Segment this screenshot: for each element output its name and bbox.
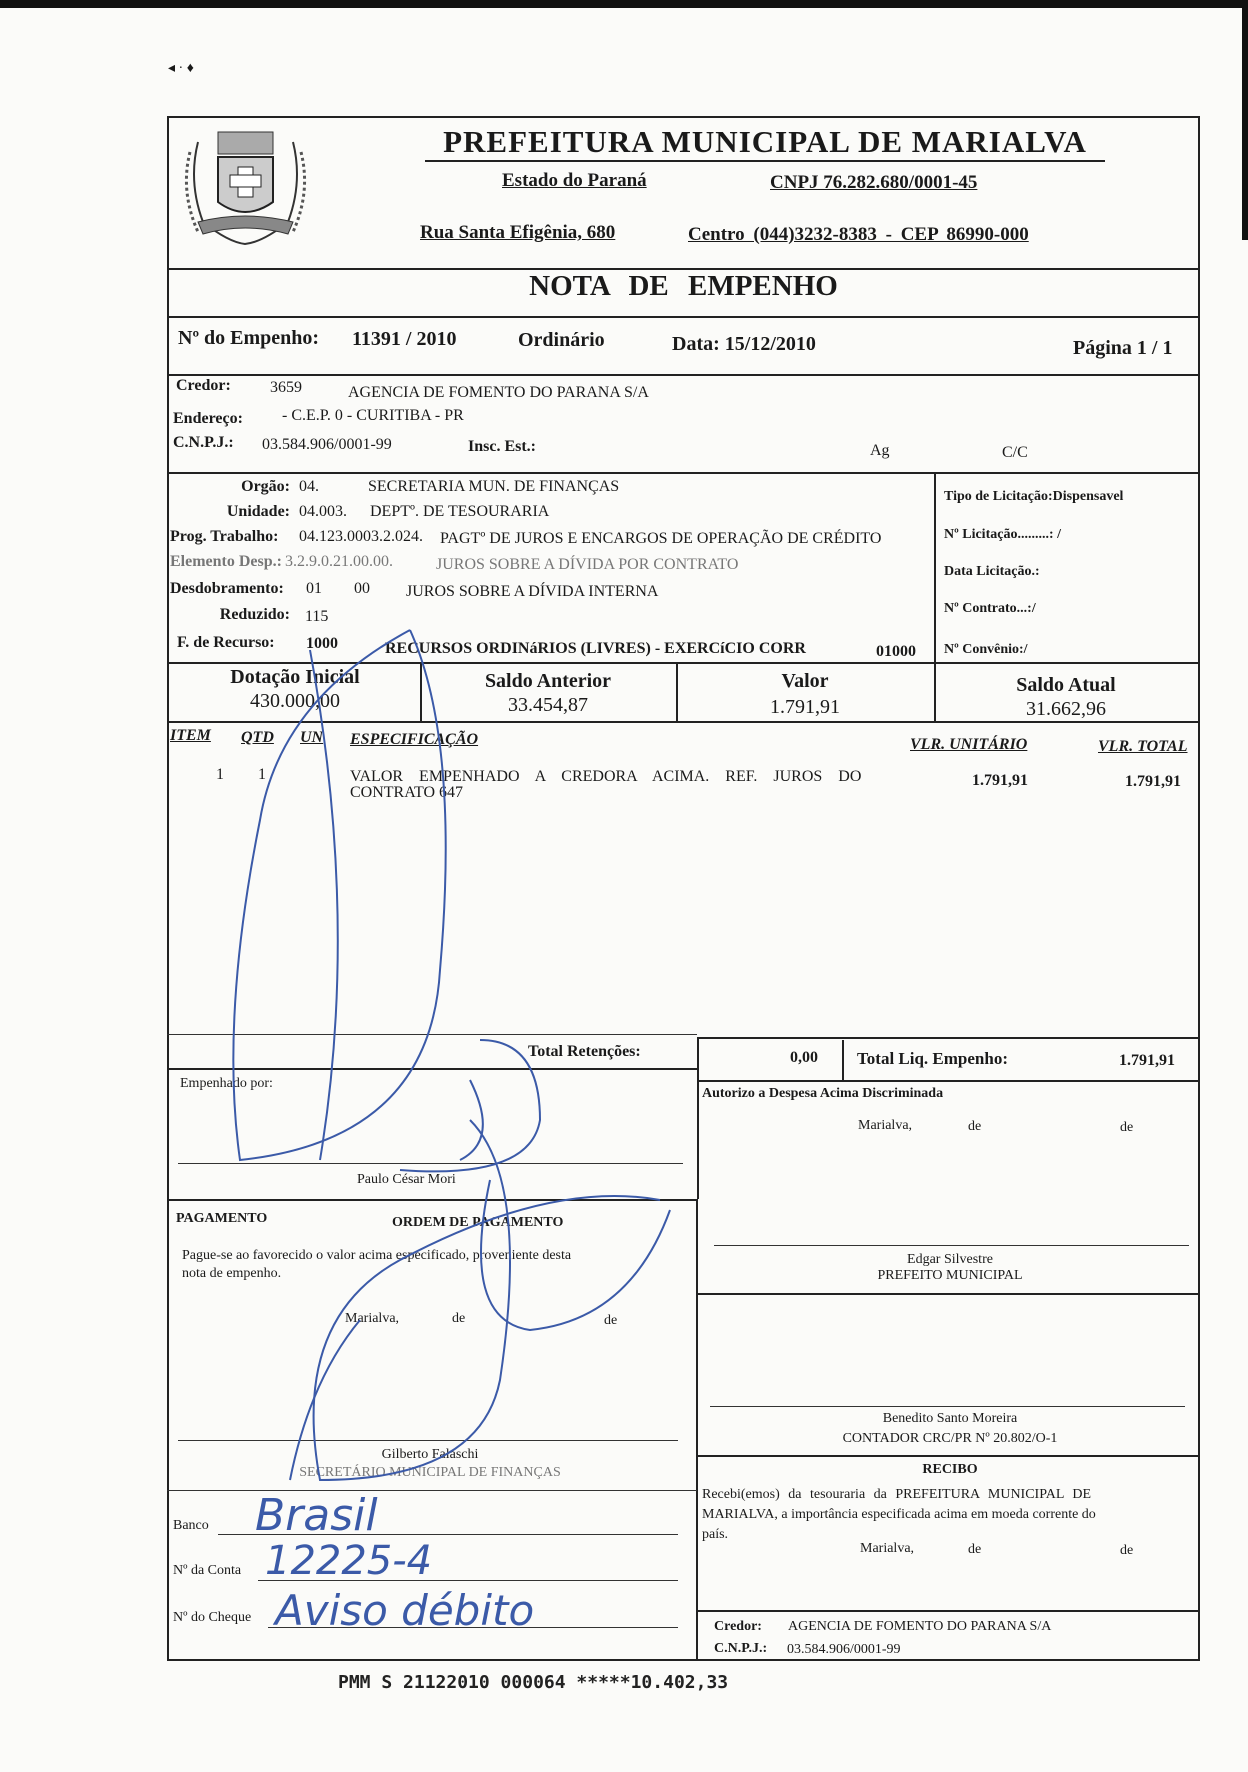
recurso-label: F. de Recurso:: [177, 634, 275, 651]
recibo-cnpj-label: C.N.P.J.:: [714, 1641, 768, 1656]
col-un: UN: [300, 729, 324, 746]
desdobramento-a: 01: [306, 580, 322, 597]
coat-of-arms-icon: [178, 122, 313, 250]
recibo-place: Marialva,: [860, 1541, 915, 1556]
dotacao-inicial-label: Dotação Inicial: [230, 666, 360, 688]
contador-role: CONTADOR CRC/PR Nº 20.802/O-1: [842, 1431, 1058, 1446]
recibo-credor-label: Credor:: [714, 1619, 762, 1634]
contador-signer: Benedito Santo Moreira: [882, 1411, 1018, 1426]
item-number: 1: [216, 766, 224, 783]
scan-mark: ◂ · ♦: [168, 61, 194, 76]
recibo-cnpj: 03.584.906/0001-99: [787, 1642, 901, 1657]
header-street: Rua Santa Efigênia, 680: [420, 222, 616, 243]
endereco-label: Endereço:: [173, 410, 243, 427]
state-name: Estado do Paraná: [502, 170, 647, 191]
orgao-name: SECRETARIA MUN. DE FINANÇAS: [368, 478, 620, 495]
autorizo-label: Autorizo a Despesa Acima Discriminada: [702, 1086, 944, 1101]
total-retencoes-value: 0,00: [790, 1049, 818, 1066]
pagamento-text-line2: nota de empenho.: [182, 1266, 282, 1281]
reduzido-value: 115: [305, 608, 329, 625]
recibo-label: RECIBO: [922, 1462, 978, 1477]
unidade-label: Unidade:: [226, 503, 290, 520]
conta-handwritten: 12225-4: [265, 1538, 433, 1584]
credor-name: AGENCIA DE FOMENTO DO PARANA S/A: [348, 384, 649, 401]
cc-label: C/C: [1002, 444, 1028, 461]
autorizo-de2: de: [1120, 1120, 1134, 1135]
empenhado-signer: Paulo César Mori: [357, 1172, 456, 1187]
scan-top-edge: [0, 0, 1248, 8]
empenho-type: Ordinário: [518, 329, 605, 351]
col-vlr-unitario: VLR. UNITÁRIO: [910, 736, 1028, 753]
numero-licitacao: Nº Licitação.........: /: [944, 527, 1061, 542]
conta-label: Nº da Conta: [173, 1563, 242, 1578]
empenhado-por-label: Empenhado por:: [180, 1076, 273, 1091]
col-especificacao: ESPECIFICAÇÃO: [350, 731, 479, 748]
prog-trabalho-code: 04.123.0003.2.024.: [299, 528, 423, 545]
pagamento-de1: de: [452, 1311, 466, 1326]
agency-label: Ag: [870, 442, 890, 459]
recibo-line1: Recebi(emos) da tesouraria da PREFEITURA MUNICIPAL DE: [702, 1487, 1092, 1502]
desdobramento-b: 00: [354, 580, 370, 597]
item-qtd: 1: [258, 766, 266, 783]
recibo-de1: de: [968, 1542, 982, 1557]
dotacao-inicial-value: 430.000,00: [250, 690, 340, 712]
pagamento-place: Marialva,: [345, 1311, 400, 1326]
col-vlr-total: VLR. TOTAL: [1098, 738, 1188, 755]
empenho-date: Data: 15/12/2010: [672, 333, 816, 355]
valor-value: 1.791,91: [770, 696, 840, 718]
document-title: NOTA DE EMPENHO: [529, 270, 838, 302]
data-licitacao: Data Licitação.:: [944, 564, 1040, 579]
pagamento-label: PAGAMENTO: [176, 1211, 268, 1226]
banco-handwritten: Brasil: [255, 1490, 378, 1541]
secretario-signer: Gilberto Falaschi: [381, 1447, 479, 1462]
prog-trabalho-name: PAGTº DE JUROS E ENCARGOS DE OPERAÇÃO DE CRÉDITO: [440, 530, 882, 547]
valor-label: Valor: [781, 670, 829, 692]
desdobramento-label: Desdobramento:: [170, 580, 284, 597]
recibo-credor-name: AGENCIA DE FOMENTO DO PARANA S/A: [788, 1619, 1052, 1634]
recurso-code: 1000: [306, 635, 338, 652]
prog-trabalho-label: Prog. Trabalho:: [170, 528, 279, 545]
empenho-number-label: Nº do Empenho:: [178, 327, 320, 349]
item-description-line1: VALOR EMPENHADO A CREDORA ACIMA. REF. JUROS DO: [350, 768, 862, 785]
ordem-pagamento-label: ORDEM DE PAGAMENTO: [392, 1215, 564, 1230]
prefeito-role: PREFEITO MUNICIPAL: [877, 1268, 1023, 1283]
credor-code: 3659: [270, 379, 302, 396]
endereco-value: - C.E.P. 0 - CURITIBA - PR: [282, 407, 464, 424]
header-contact: Centro (044)3232-8383 - CEP 86990-000: [688, 224, 1029, 245]
saldo-atual-value: 31.662,96: [1026, 698, 1106, 720]
insc-est-label: Insc. Est.:: [468, 438, 537, 455]
banco-label: Banco: [173, 1518, 209, 1533]
total-liquido-label: Total Liq. Empenho:: [857, 1049, 1008, 1068]
secretario-role: SECRETÁRIO MUNICIPAL DE FINANÇAS: [299, 1465, 561, 1480]
desdobramento-name: JUROS SOBRE A DÍVIDA INTERNA: [406, 583, 659, 600]
bank-stamp: PMM S 21122010 000064 *****10.402,33: [338, 1672, 729, 1693]
autorizo-de1: de: [968, 1119, 982, 1134]
recibo-de2: de: [1120, 1543, 1134, 1558]
credor-label: Credor:: [176, 377, 231, 394]
elemento-name: JUROS SOBRE A DÍVIDA POR CONTRATO: [436, 556, 739, 573]
orgao-label: Orgão:: [241, 478, 290, 495]
scan-right-edge: [1242, 0, 1248, 240]
numero-convenio: Nº Convênio:/: [944, 642, 1028, 657]
pagamento-text-line1: Pague-se ao favorecido o valor acima especificado, proveniente desta: [182, 1248, 572, 1263]
total-liquido-value: 1.791,91: [1119, 1052, 1175, 1069]
cheque-label: Nº do Cheque: [173, 1610, 252, 1625]
signature-scribble: [200, 620, 720, 1520]
total-retencoes-label: Total Retenções:: [528, 1043, 641, 1060]
unidade-name: DEPTº. DE TESOURARIA: [370, 503, 550, 520]
orgao-code: 04.: [299, 478, 319, 495]
pagamento-de2: de: [604, 1313, 618, 1328]
credor-cnpj-label: C.N.P.J.:: [173, 434, 234, 451]
saldo-atual-label: Saldo Atual: [1016, 674, 1116, 696]
recibo-line3: país.: [702, 1527, 729, 1542]
elemento-label: Elemento Desp.:: [170, 553, 282, 570]
municipality-title: PREFEITURA MUNICIPAL DE MARIALVA: [443, 124, 1087, 159]
page-number: Página 1 / 1: [1073, 337, 1173, 359]
cheque-handwritten: Aviso débito: [275, 1586, 535, 1635]
col-item: ITEM: [170, 727, 211, 744]
tipo-licitacao: Tipo de Licitação:Dispensavel: [944, 489, 1124, 504]
saldo-anterior-label: Saldo Anterior: [484, 670, 612, 692]
elemento-code: 3.2.9.0.21.00.00.: [285, 553, 393, 570]
numero-contrato: Nº Contrato...:/: [944, 601, 1036, 616]
saldo-anterior-value: 33.454,87: [508, 694, 588, 716]
item-total-value: 1.791,91: [1125, 773, 1181, 790]
reduzido-label: Reduzido:: [219, 606, 290, 623]
prefeito-signer: Edgar Silvestre: [907, 1252, 993, 1267]
recibo-line2: MARIALVA, a importância especificada acima em moeda corrente do: [702, 1507, 1096, 1522]
recurso-name: RECURSOS ORDINáRIOS (LIVRES) - EXERCíCIO CORR: [385, 640, 806, 657]
header-cnpj: CNPJ 76.282.680/0001-45: [770, 172, 978, 193]
col-qtd: QTD: [241, 729, 274, 746]
empenho-number: 11391 / 2010: [352, 328, 457, 350]
autorizo-place: Marialva,: [858, 1118, 913, 1133]
recurso-code2: 01000: [876, 643, 916, 660]
item-unit-value: 1.791,91: [972, 772, 1028, 789]
item-description-line2: CONTRATO 647: [350, 784, 464, 801]
unidade-code: 04.003.: [299, 503, 347, 520]
credor-cnpj: 03.584.906/0001-99: [262, 436, 392, 453]
